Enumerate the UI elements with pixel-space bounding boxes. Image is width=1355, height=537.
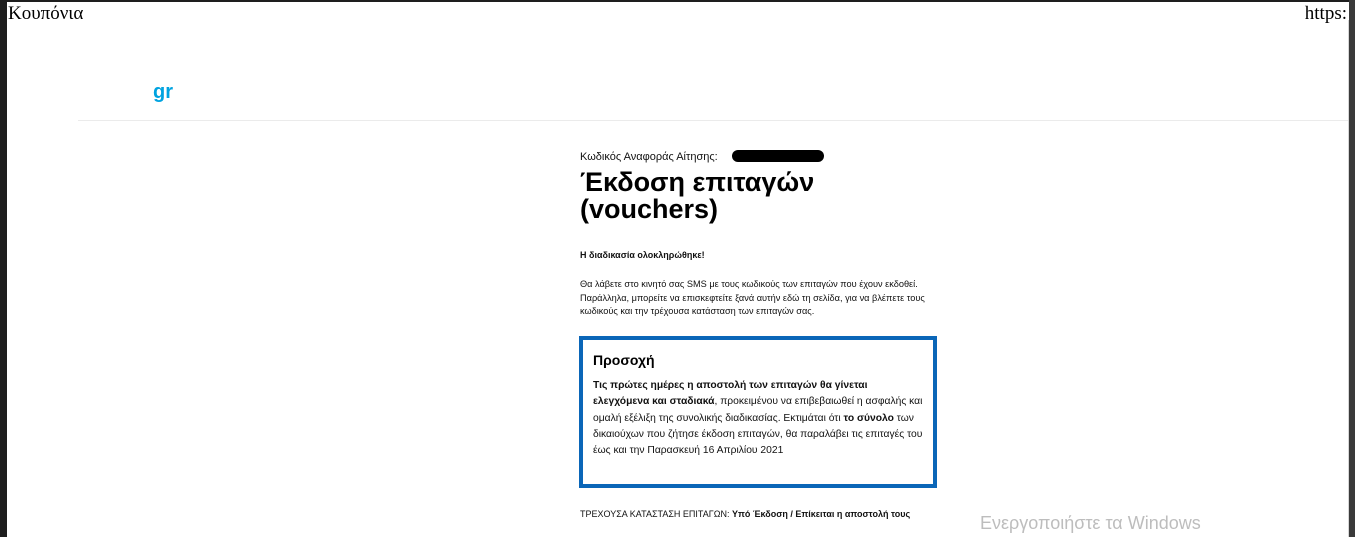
- notice-text-bold-segment: Τις πρώτες ημέρες η αποστολή των επιταγών θα γίνεται ελεγχόμενα και σταδιακά: [593, 380, 868, 408]
- notice-box: [579, 336, 937, 488]
- windows-activation-watermark: Ενεργοποιήστε τα Windows: [980, 513, 1201, 533]
- completion-message: Η διαδικασία ολοκληρώθηκε!: [580, 250, 705, 260]
- voucher-status: [580, 508, 910, 520]
- info-paragraph: Θα λάβετε στο κινητό σας SMS με τους κωδικούς των επιταγών που έχουν εκδοθεί. Παράλληλα, μπορείτε να επισκεφτείτε ξανά αυτήν εδώ τη σελίδα, για να βλέπετε τους κωδικούς και την τρέχουσα κατάσταση των επιταγών σας.: [580, 279, 925, 316]
- site-logo-link[interactable]: gr: [153, 81, 173, 103]
- voucher-status-value: Υπό Έκδοση / Επίκειται η αποστολή τους: [731, 509, 911, 519]
- window-frame-right-edge: [1348, 20, 1349, 537]
- notice-text-segment: , προκειμένου να επιβεβαιωθεί η ασφαλής και ομαλή εξέλιξη της συνολικής διαδικασίας. Εκτιμάται ότι: [593, 396, 923, 424]
- print-header-title: Κουπόνια: [8, 3, 84, 24]
- window-frame-right: [1349, 0, 1355, 537]
- notice-text: [593, 378, 925, 459]
- request-reference-label: Κωδικός Αναφοράς Αίτησης:: [580, 151, 718, 163]
- notice-text-bold-segment: το σύνολο: [843, 412, 894, 424]
- print-header-url: https:: [1304, 3, 1347, 24]
- header-divider: [78, 120, 1348, 121]
- notice-text-segment: των δικαιούχων που ζήτησε έκδοση επιταγών, θα παραλάβει τις επιταγές του έως και την Παρασκευή 16 Απριλίου 2021: [593, 412, 923, 457]
- notice-title: Προσοχή: [593, 352, 655, 368]
- redaction-bar: [732, 150, 824, 162]
- voucher-status-label: ΤΡΕΧΟΥΣΑ ΚΑΤΑΣΤΑΣΗ ΕΠΙΤΑΓΩΝ:: [580, 509, 730, 519]
- window-frame-top: [0, 0, 1355, 2]
- page-title: Έκδοση επιταγών (vouchers): [580, 167, 815, 224]
- window-frame-left: [0, 0, 7, 537]
